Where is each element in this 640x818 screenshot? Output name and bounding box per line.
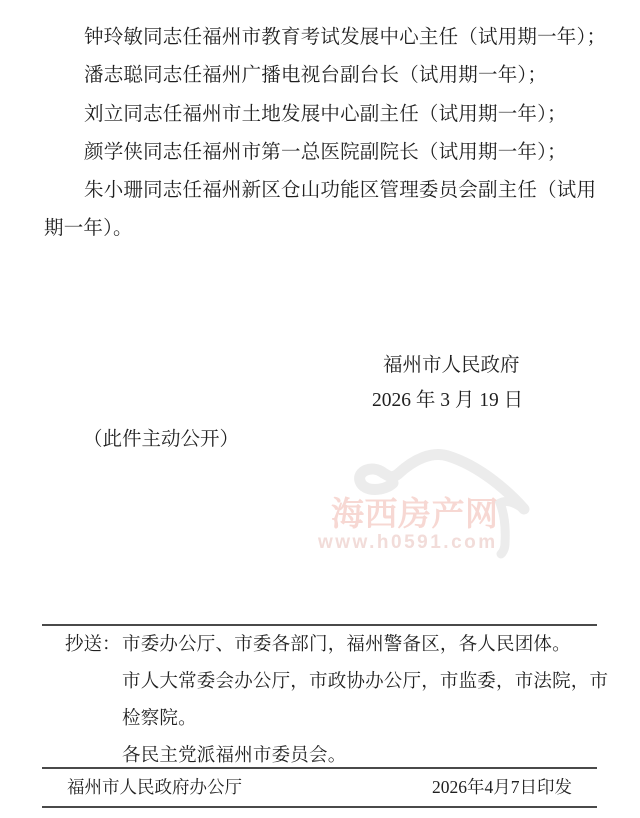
signature-date: 2026 年 3 月 19 日 — [372, 390, 524, 411]
body-line: 颜学侠同志任福州市第一总医院副院长（试用期一年）； — [84, 141, 567, 163]
distribution-line: 检察院。 — [122, 709, 197, 729]
body-line: 刘立同志任福州市土地发展中心副主任（试用期一年）； — [84, 103, 567, 125]
distribution-line: 各民主党派福州市委员会。 — [122, 746, 347, 766]
watermark-site-name: 海西房产网 — [331, 497, 499, 533]
body-line: 潘志聪同志任福州广播电视台副台长（试用期一年）； — [84, 65, 548, 87]
footer-issuing-office: 福州市人民政府办公厅 — [67, 777, 242, 797]
copy-to-list — [122, 627, 622, 775]
distribution-line: 市人大常委会办公厅，市政协办公厅，市监委，市法院，市 — [122, 672, 609, 692]
watermark-site-url: www.h0591.com — [318, 532, 498, 553]
divider-bottom — [42, 806, 597, 808]
body-line: 期一年）。 — [44, 218, 133, 240]
body-line: 朱小珊同志任福州新区仓山功能区管理委员会副主任（试用 — [84, 180, 597, 202]
copy-to-label: 抄送： — [65, 635, 121, 655]
disclosure-note: （此件主动公开） — [83, 429, 240, 450]
divider-top — [42, 624, 597, 626]
appointment-list — [44, 19, 619, 249]
signature-authority: 福州市人民政府 — [383, 355, 520, 376]
distribution-line: 市委办公厅、市委各部门，福州警备区，各人民团体。 — [122, 635, 571, 655]
body-line: 钟玲敏同志任福州市教育考试发展中心主任（试用期一年）； — [84, 27, 607, 48]
footer-print-date: 2026年4月7日印发 — [432, 777, 572, 797]
